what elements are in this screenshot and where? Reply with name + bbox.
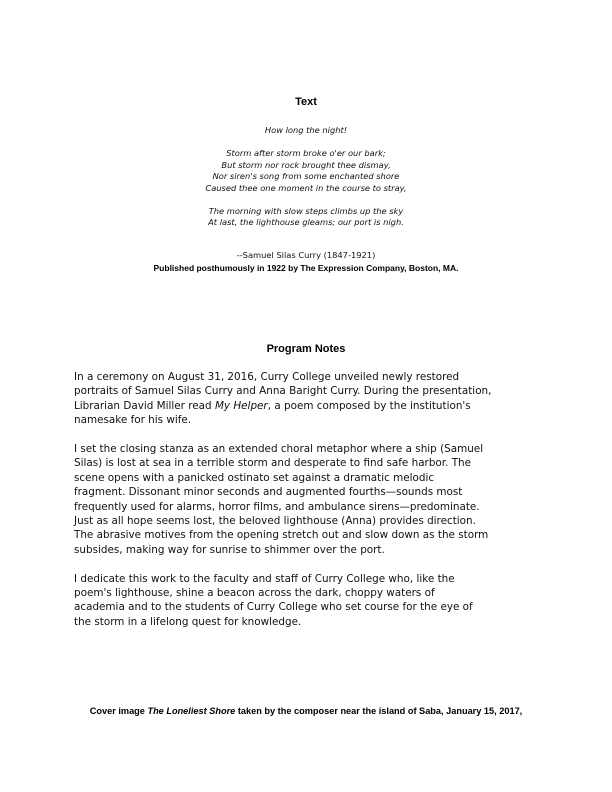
- poem-title-reference: My Helper: [214, 399, 268, 412]
- notes-line: frequently used for alarms, horror films, and ambulance sirens—predominate.: [74, 500, 480, 513]
- poem: [0, 125, 612, 229]
- poem-line: Caused thee one moment in the course to stray,: [205, 182, 407, 193]
- notes-line: In a ceremony on August 31, 2016, Curry College unveiled newly restored: [74, 371, 460, 383]
- notes-line: I set the closing stanza as an extended choral metaphor where a ship (Samuel: [74, 443, 484, 456]
- notes-paragraph: [74, 442, 544, 557]
- poem-line: Storm after storm broke o'er our bark;: [226, 148, 386, 158]
- notes-line: namesake for his wife.: [74, 414, 192, 427]
- poem-title: How long the night!: [264, 125, 348, 135]
- notes-paragraph: [74, 572, 544, 630]
- cover-text: taken by the composer near the island of Saba, January 15, 2017,: [235, 706, 523, 716]
- notes-line: the storm in a lifelong quest for knowledge.: [74, 615, 302, 628]
- notes-text: , a poem composed by the institution's: [267, 399, 471, 412]
- notes-line: academia and to the students of Curry College who set course for the eye of: [74, 601, 473, 614]
- poem-line: Nor siren's song from some enchanted shore: [212, 171, 400, 181]
- poem-line: The morning with slow steps climbs up the sky: [208, 205, 404, 216]
- poem-line: But storm nor rock brought thee dismay,: [221, 159, 391, 170]
- notes-line: [74, 399, 544, 413]
- notes-line: portraits of Samuel Silas Curry and Anna Baright Curry. During the presentation,: [74, 385, 492, 398]
- notes-line: fragment. Dissonant minor seconds and augmented fourths—sounds most: [74, 486, 463, 499]
- notes-line: poem's lighthouse, shine a beacon across the dark, choppy waters of: [74, 587, 435, 600]
- notes-line: Silas) is lost at sea in a terrible storm and desperate to find safe harbor. The: [74, 457, 472, 470]
- poem-attribution: --Samuel Silas Curry (1847-1921): [236, 250, 376, 260]
- notes-line: The abrasive motives from the opening stretch out and slow down as the storm: [74, 529, 489, 542]
- notes-line: scene opens with a panicked ostinato set against a dramatic melodic: [74, 471, 435, 484]
- notes-line: Just as all hope seems lost, the beloved lighthouse (Anna) provides direction.: [74, 515, 476, 528]
- poem-line: At last, the lighthouse gleams; our port is nigh.: [208, 217, 404, 227]
- cover-title: The Loneliest Shore: [147, 706, 236, 716]
- program-notes-heading: Program Notes: [266, 343, 346, 355]
- publication-note: Published posthumously in 1922 by The Expression Company, Boston, MA.: [153, 263, 459, 273]
- cover-text: Cover image: [89, 706, 148, 716]
- text-heading: Text: [295, 96, 317, 108]
- notes-text: Librarian David Miller read: [74, 399, 215, 412]
- cover-image-credit: [0, 706, 612, 716]
- notes-paragraph: [74, 370, 544, 428]
- notes-line: I dedicate this work to the faculty and staff of Curry College who, like the: [74, 572, 455, 585]
- notes-line: subsides, making way for sunrise to shimmer over the port.: [74, 543, 385, 556]
- program-notes-body: [74, 370, 544, 644]
